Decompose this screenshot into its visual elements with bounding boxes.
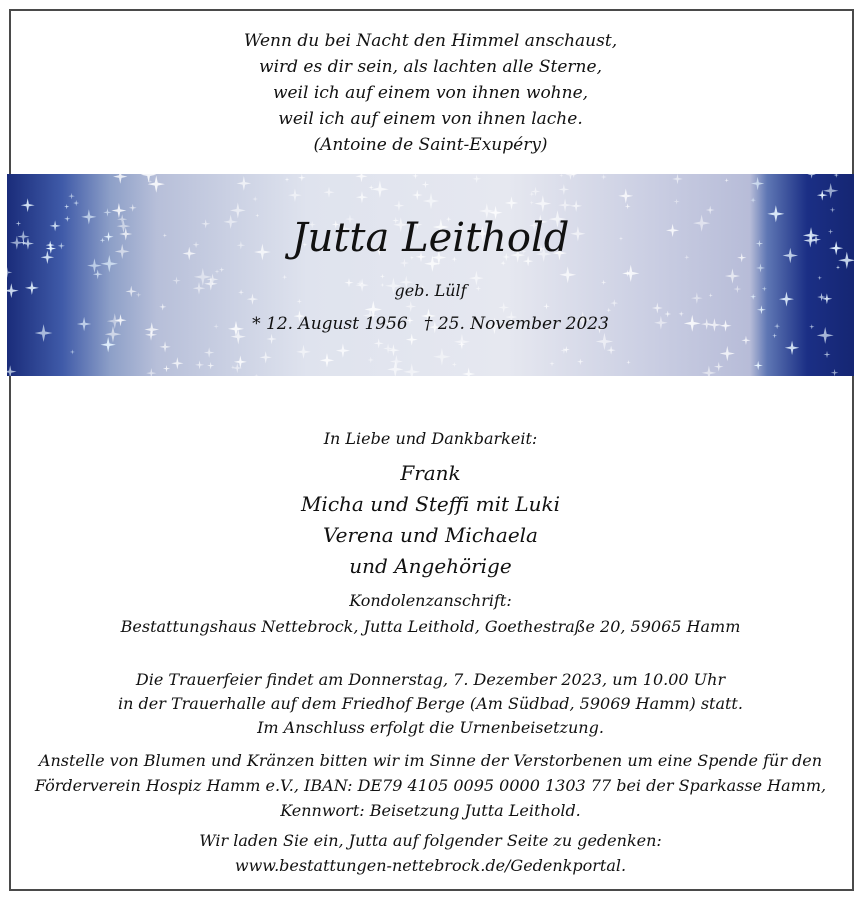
star-icon: [607, 346, 616, 355]
poem-line: weil ich auf einem von ihnen wohne,: [272, 83, 589, 103]
memorial-line: Wir laden Sie ein, Jutta auf folgender Seite zu gedenken:: [199, 831, 662, 850]
star-icon: [259, 351, 271, 363]
star-icon: [720, 346, 735, 361]
star-pattern: [7, 174, 854, 376]
star-icon: [452, 362, 457, 367]
star-icon: [823, 351, 830, 358]
star-icon: [285, 177, 290, 182]
star-icon: [741, 336, 750, 345]
condolence-address: Bestattungshaus Nettebrock, Jutta Leithold, Goethestraße 20, 59065 Hamm: [120, 617, 741, 636]
star-icon: [207, 362, 214, 369]
star-icon: [601, 174, 607, 180]
star-icon: [672, 174, 683, 184]
star-icon: [505, 196, 519, 210]
life-dates: * 12. August 1956 † 25. November 2023: [252, 314, 609, 334]
funeral-line: in der Trauerhalle auf dem Friedhof Berge (Am Südbad, 59069 Hamm) statt.: [118, 694, 743, 713]
star-icon: [159, 303, 166, 310]
star-icon: [626, 360, 630, 364]
birth-name: geb. Lülf: [394, 281, 467, 300]
star-icon: [355, 174, 367, 182]
star-icon: [282, 275, 287, 280]
star-icon: [236, 176, 251, 191]
star-icon: [472, 175, 481, 184]
memorial-link[interactable]: www.bestattungen-nettebrock.de/Gedenkportal.: [234, 856, 627, 875]
star-icon: [7, 267, 12, 277]
star-icon: [724, 178, 728, 182]
star-icon: [231, 365, 235, 369]
mourner-name: Frank: [400, 461, 461, 485]
star-icon: [371, 180, 389, 198]
star-icon: [374, 338, 384, 348]
memorial-info: [0, 828, 861, 878]
star-icon: [565, 174, 576, 180]
funeral-line: Im Anschluss erfolgt die Urnenbeisetzung.: [257, 718, 604, 737]
star-icon: [254, 374, 258, 376]
star-icon: [421, 181, 429, 189]
mourner-name: Micha und Steffi mit Luki: [300, 492, 561, 516]
star-icon: [7, 365, 17, 376]
donation-line: Förderverein Hospiz Hamm e.V., IBAN: DE79 4105 0095 0000 1303 77 bei der Sparkasse Hamm,: [34, 776, 827, 795]
star-icon: [64, 204, 69, 209]
star-icon: [336, 344, 350, 358]
star-icon: [252, 196, 258, 202]
star-icon: [714, 362, 724, 372]
mourners-intro: In Liebe und Dankbarkeit:: [323, 429, 538, 448]
star-icon: [383, 343, 393, 353]
star-icon: [558, 184, 569, 195]
condolence-section: [0, 588, 861, 640]
star-icon: [412, 190, 423, 201]
poem-line: weil ich auf einem von ihnen lache.: [278, 109, 583, 129]
star-icon: [204, 347, 215, 358]
star-icon: [750, 197, 756, 203]
mourner-name: Verena und Michaela: [323, 523, 538, 547]
poem: [0, 28, 861, 158]
star-icon: [433, 348, 451, 366]
star-icon: [387, 361, 403, 376]
star-icon: [356, 191, 368, 203]
star-icon: [405, 301, 416, 312]
star-icon: [454, 334, 470, 350]
star-icon: [148, 176, 165, 193]
poem-line: Wenn du bei Nacht den Himmel anschaust,: [243, 31, 618, 51]
donation-line: Anstelle von Blumen und Kränzen bitten wir im Sinne der Verstorbenen um eine Spende für den: [38, 751, 823, 770]
star-icon: [831, 369, 839, 376]
funeral-info: [0, 668, 861, 740]
deceased-name: Jutta Leithold: [291, 215, 570, 261]
star-icon: [529, 191, 534, 196]
star-icon: [195, 360, 204, 369]
star-icon: [412, 174, 418, 179]
star-icon: [785, 341, 799, 355]
donation-line: Kennwort: Beisetzung Jutta Leithold.: [280, 801, 581, 820]
star-icon: [673, 198, 679, 204]
star-icon: [234, 355, 247, 368]
star-icon: [702, 366, 717, 376]
star-icon: [625, 203, 631, 209]
star-icon: [807, 174, 815, 179]
star-icon: [296, 345, 310, 359]
star-icon: [751, 177, 764, 190]
star-icon: [68, 193, 75, 200]
star-icon: [403, 363, 420, 376]
star-icon: [834, 174, 839, 178]
star-icon: [753, 361, 762, 370]
star-icon: [70, 349, 75, 354]
condolence-label: Kondolenzanschrift:: [349, 591, 512, 610]
star-icon: [141, 174, 157, 182]
star-icon: [387, 344, 399, 356]
star-icon: [171, 357, 183, 369]
star-icon: [368, 357, 374, 363]
star-icon: [298, 174, 306, 182]
star-icon: [323, 187, 334, 198]
poem-author: (Antoine de Saint-Exupéry): [313, 135, 548, 155]
star-icon: [320, 353, 335, 368]
star-icon: [288, 188, 302, 202]
star-icon: [549, 361, 554, 366]
star-icon: [577, 358, 584, 365]
star-icon: [390, 355, 403, 368]
mourner-name: und Angehörige: [349, 554, 512, 578]
funeral-line: Die Trauerfeier findet am Donnerstag, 7. Dezember 2023, um 10.00 Uhr: [135, 670, 726, 689]
star-icon: [159, 341, 170, 352]
star-icon: [73, 200, 79, 206]
star-icon: [530, 201, 534, 205]
star-icon: [559, 174, 563, 178]
star-icon: [215, 269, 220, 274]
star-icon: [380, 274, 385, 279]
mourners-list: [0, 458, 861, 582]
star-icon: [163, 365, 170, 372]
star-icon: [146, 368, 156, 376]
star-icon: [462, 368, 475, 376]
star-icon: [543, 303, 550, 310]
star-icon: [823, 183, 839, 199]
donation-info: [0, 748, 861, 823]
starry-banner: [7, 174, 854, 376]
star-icon: [423, 193, 440, 210]
poem-line: wird es dir sein, als lachten alle Sterne,: [259, 57, 602, 77]
star-icon: [113, 174, 127, 184]
star-icon: [618, 189, 633, 204]
star-icon: [219, 267, 224, 272]
